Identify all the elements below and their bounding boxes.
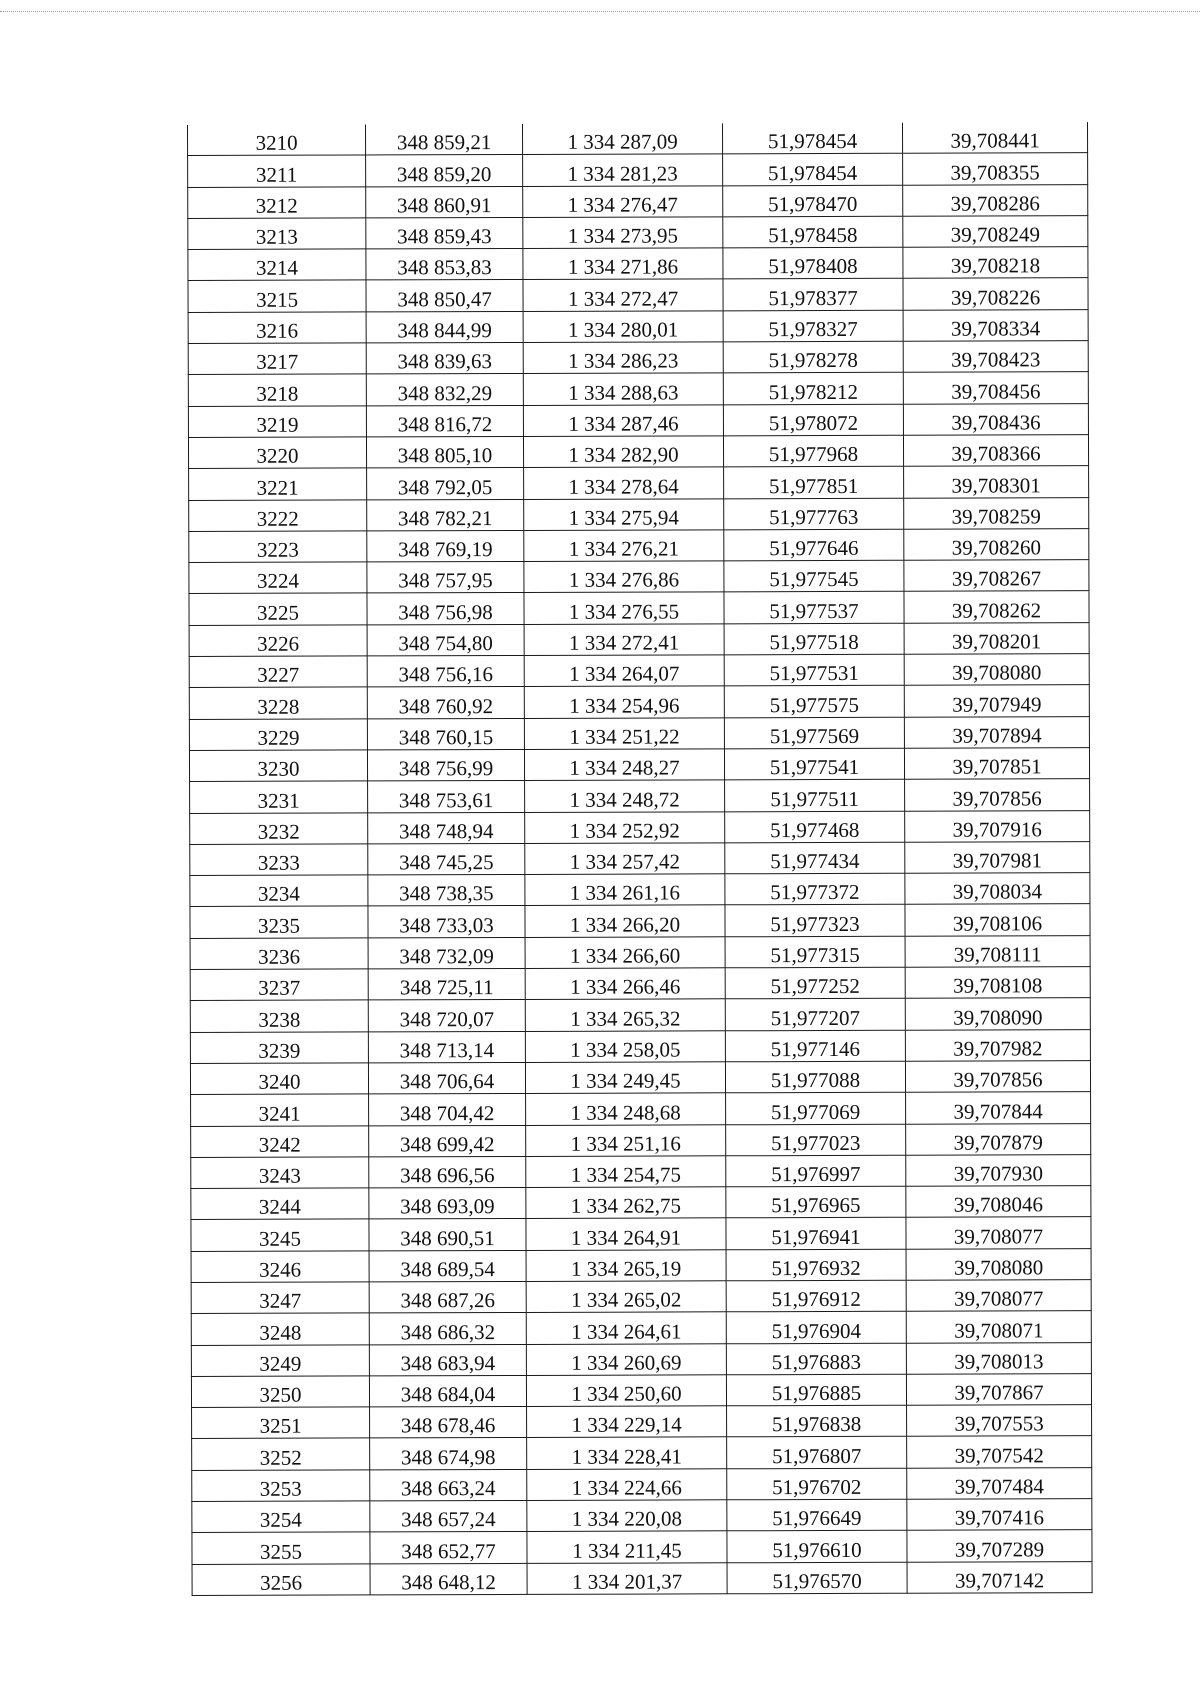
longitude-cell: 39,708423 xyxy=(903,341,1088,373)
x-coordinate-cell: 348 686,32 xyxy=(369,1313,526,1345)
point-number-cell: 3249 xyxy=(191,1345,369,1377)
longitude-cell: 39,708259 xyxy=(904,497,1089,529)
longitude-cell: 39,707856 xyxy=(905,779,1090,811)
y-coordinate-cell: 1 334 264,61 xyxy=(526,1312,726,1344)
point-number-cell: 3244 xyxy=(191,1188,369,1220)
table-row xyxy=(189,685,1089,719)
latitude-cell: 51,976610 xyxy=(727,1531,907,1563)
latitude-cell: 51,977207 xyxy=(725,999,905,1031)
point-number-cell: 3242 xyxy=(191,1125,369,1157)
point-number-cell: 3245 xyxy=(191,1219,369,1251)
longitude-cell: 39,708366 xyxy=(903,435,1088,467)
latitude-cell: 51,976702 xyxy=(727,1468,907,1500)
table-row xyxy=(191,1217,1091,1251)
x-coordinate-cell: 348 782,21 xyxy=(367,499,524,531)
longitude-cell: 39,708034 xyxy=(905,873,1090,905)
longitude-cell: 39,707844 xyxy=(906,1092,1091,1124)
table-row xyxy=(190,873,1090,907)
y-coordinate-cell: 1 334 248,68 xyxy=(526,1093,726,1125)
y-coordinate-cell: 1 334 258,05 xyxy=(525,1030,725,1062)
x-coordinate-cell: 348 725,11 xyxy=(368,968,525,1000)
table-row xyxy=(188,153,1088,187)
longitude-cell: 39,707542 xyxy=(907,1436,1092,1468)
x-coordinate-cell: 348 678,46 xyxy=(370,1407,527,1439)
longitude-cell: 39,708260 xyxy=(904,529,1089,561)
table-row xyxy=(191,1092,1091,1126)
x-coordinate-cell: 348 853,83 xyxy=(366,249,523,281)
x-coordinate-cell: 348 850,47 xyxy=(366,280,523,312)
latitude-cell: 51,977531 xyxy=(724,654,904,686)
x-coordinate-cell: 348 760,92 xyxy=(367,687,524,719)
x-coordinate-cell: 348 696,56 xyxy=(369,1156,526,1188)
table-row xyxy=(192,1467,1092,1501)
longitude-cell: 39,707879 xyxy=(906,1123,1091,1155)
latitude-cell: 51,977023 xyxy=(726,1124,906,1156)
longitude-cell: 39,707894 xyxy=(904,716,1089,748)
point-number-cell: 3243 xyxy=(191,1157,369,1189)
table-row xyxy=(191,1280,1091,1314)
y-coordinate-cell: 1 334 280,01 xyxy=(523,311,723,343)
x-coordinate-cell: 348 738,35 xyxy=(368,875,525,907)
point-number-cell: 3219 xyxy=(188,406,366,438)
y-coordinate-cell: 1 334 266,46 xyxy=(525,968,725,1000)
latitude-cell: 51,976997 xyxy=(726,1155,906,1187)
point-number-cell: 3256 xyxy=(192,1564,370,1596)
table-row xyxy=(190,967,1090,1001)
longitude-cell: 39,707916 xyxy=(905,810,1090,842)
latitude-cell: 51,976807 xyxy=(727,1437,907,1469)
latitude-cell: 51,977372 xyxy=(725,873,905,905)
point-number-cell: 3252 xyxy=(192,1438,370,1470)
latitude-cell: 51,978408 xyxy=(723,247,903,279)
x-coordinate-cell: 348 860,91 xyxy=(366,186,523,218)
y-coordinate-cell: 1 334 211,45 xyxy=(527,1531,727,1563)
longitude-cell: 39,708218 xyxy=(903,247,1088,279)
point-number-cell: 3223 xyxy=(189,531,367,563)
y-coordinate-cell: 1 334 276,21 xyxy=(524,530,724,562)
point-number-cell: 3248 xyxy=(191,1313,369,1345)
point-number-cell: 3227 xyxy=(189,656,367,688)
y-coordinate-cell: 1 334 265,19 xyxy=(526,1249,726,1281)
table-row xyxy=(188,372,1088,406)
latitude-cell: 51,978454 xyxy=(722,123,902,154)
y-coordinate-cell: 1 334 264,91 xyxy=(526,1218,726,1250)
table-row xyxy=(191,1374,1091,1408)
table-row xyxy=(188,435,1088,469)
y-coordinate-cell: 1 334 254,75 xyxy=(526,1156,726,1188)
table-row xyxy=(188,247,1088,281)
point-number-cell: 3216 xyxy=(188,312,366,344)
x-coordinate-cell: 348 832,29 xyxy=(366,374,523,406)
latitude-cell: 51,977763 xyxy=(724,498,904,530)
x-coordinate-cell: 348 733,03 xyxy=(368,906,525,938)
latitude-cell: 51,978454 xyxy=(723,154,903,186)
y-coordinate-cell: 1 334 262,75 xyxy=(526,1187,726,1219)
coordinate-table-body xyxy=(188,122,1093,1595)
table-row xyxy=(191,1311,1091,1345)
y-coordinate-cell: 1 334 249,45 xyxy=(525,1062,725,1094)
x-coordinate-cell: 348 674,98 xyxy=(370,1438,527,1470)
point-number-cell: 3232 xyxy=(190,812,368,844)
table-row xyxy=(191,1186,1091,1220)
x-coordinate-cell: 348 839,63 xyxy=(366,343,523,375)
latitude-cell: 51,976649 xyxy=(727,1499,907,1531)
table-row xyxy=(189,716,1089,750)
point-number-cell: 3218 xyxy=(188,374,366,406)
point-number-cell: 3240 xyxy=(190,1063,368,1095)
x-coordinate-cell: 348 689,54 xyxy=(369,1250,526,1282)
point-number-cell: 3217 xyxy=(188,343,366,375)
x-coordinate-cell: 348 745,25 xyxy=(368,843,525,875)
x-coordinate-cell: 348 706,64 xyxy=(368,1062,525,1094)
longitude-cell: 39,708441 xyxy=(902,122,1087,153)
longitude-cell: 39,707851 xyxy=(904,748,1089,780)
point-number-cell: 3221 xyxy=(189,468,367,500)
longitude-cell: 39,708286 xyxy=(903,184,1088,216)
longitude-cell: 39,708249 xyxy=(903,216,1088,248)
point-number-cell: 3234 xyxy=(190,875,368,907)
table-row xyxy=(191,1248,1091,1282)
longitude-cell: 39,708456 xyxy=(903,372,1088,404)
longitude-cell: 39,708355 xyxy=(903,153,1088,185)
point-number-cell: 3253 xyxy=(192,1470,370,1502)
table-row xyxy=(189,654,1089,688)
x-coordinate-cell: 348 713,14 xyxy=(368,1031,525,1063)
point-number-cell: 3254 xyxy=(192,1501,370,1533)
y-coordinate-cell: 1 334 287,09 xyxy=(522,123,722,154)
y-coordinate-cell: 1 334 265,32 xyxy=(525,999,725,1031)
longitude-cell: 39,707142 xyxy=(907,1561,1092,1593)
latitude-cell: 51,977537 xyxy=(724,592,904,624)
x-coordinate-cell: 348 859,21 xyxy=(365,124,522,155)
y-coordinate-cell: 1 334 252,92 xyxy=(525,811,725,843)
latitude-cell: 51,977851 xyxy=(724,467,904,499)
table-row xyxy=(188,184,1088,218)
coordinate-table-container xyxy=(187,122,1092,1596)
point-number-cell: 3230 xyxy=(189,750,367,782)
longitude-cell: 39,708111 xyxy=(905,935,1090,967)
latitude-cell: 51,977434 xyxy=(725,842,905,874)
table-row xyxy=(189,591,1089,625)
latitude-cell: 51,977575 xyxy=(724,686,904,718)
longitude-cell: 39,708301 xyxy=(904,466,1089,498)
longitude-cell: 39,708108 xyxy=(905,967,1090,999)
latitude-cell: 51,977468 xyxy=(725,811,905,843)
y-coordinate-cell: 1 334 276,86 xyxy=(524,561,724,593)
table-row xyxy=(189,529,1089,563)
longitude-cell: 39,707484 xyxy=(907,1467,1092,1499)
latitude-cell: 51,978458 xyxy=(723,216,903,248)
x-coordinate-cell: 348 704,42 xyxy=(369,1094,526,1126)
x-coordinate-cell: 348 690,51 xyxy=(369,1219,526,1251)
table-row xyxy=(189,560,1089,594)
latitude-cell: 51,977069 xyxy=(726,1092,906,1124)
point-number-cell: 3226 xyxy=(189,625,367,657)
table-row xyxy=(191,1342,1091,1376)
latitude-cell: 51,977541 xyxy=(724,748,904,780)
longitude-cell: 39,708262 xyxy=(904,591,1089,623)
latitude-cell: 51,978072 xyxy=(723,404,903,436)
point-number-cell: 3251 xyxy=(192,1407,370,1439)
x-coordinate-cell: 348 693,09 xyxy=(369,1188,526,1220)
y-coordinate-cell: 1 334 266,20 xyxy=(525,905,725,937)
longitude-cell: 39,708090 xyxy=(905,998,1090,1030)
latitude-cell: 51,976570 xyxy=(727,1562,907,1594)
table-row xyxy=(188,278,1088,312)
y-coordinate-cell: 1 334 257,42 xyxy=(525,843,725,875)
longitude-cell: 39,707553 xyxy=(907,1405,1092,1437)
x-coordinate-cell: 348 699,42 xyxy=(369,1125,526,1157)
latitude-cell: 51,977323 xyxy=(725,905,905,937)
longitude-cell: 39,707856 xyxy=(905,1061,1090,1093)
longitude-cell: 39,708080 xyxy=(906,1248,1091,1280)
y-coordinate-cell: 1 334 248,27 xyxy=(524,749,724,781)
y-coordinate-cell: 1 334 201,37 xyxy=(527,1562,727,1594)
y-coordinate-cell: 1 334 228,41 xyxy=(527,1437,727,1469)
latitude-cell: 51,976838 xyxy=(727,1405,907,1437)
y-coordinate-cell: 1 334 276,47 xyxy=(523,185,723,217)
longitude-cell: 39,707289 xyxy=(907,1530,1092,1562)
x-coordinate-cell: 348 720,07 xyxy=(368,1000,525,1032)
latitude-cell: 51,976965 xyxy=(726,1186,906,1218)
point-number-cell: 3237 xyxy=(190,969,368,1001)
longitude-cell: 39,708071 xyxy=(906,1311,1091,1343)
longitude-cell: 39,708080 xyxy=(904,654,1089,686)
point-number-cell: 3214 xyxy=(188,249,366,281)
table-row xyxy=(188,309,1088,343)
y-coordinate-cell: 1 334 251,22 xyxy=(524,717,724,749)
x-coordinate-cell: 348 748,94 xyxy=(368,812,525,844)
x-coordinate-cell: 348 657,24 xyxy=(370,1501,527,1533)
point-number-cell: 3215 xyxy=(188,280,366,312)
longitude-cell: 39,708013 xyxy=(906,1342,1091,1374)
table-row xyxy=(191,1123,1091,1157)
coordinate-table xyxy=(187,122,1093,1596)
latitude-cell: 51,976912 xyxy=(726,1280,906,1312)
table-row xyxy=(188,341,1088,375)
latitude-cell: 51,978377 xyxy=(723,279,903,311)
scan-edge-line xyxy=(0,11,1200,12)
latitude-cell: 51,978278 xyxy=(723,341,903,373)
x-coordinate-cell: 348 859,20 xyxy=(366,155,523,187)
latitude-cell: 51,976932 xyxy=(726,1249,906,1281)
point-number-cell: 3247 xyxy=(191,1282,369,1314)
point-number-cell: 3210 xyxy=(188,124,366,155)
point-number-cell: 3228 xyxy=(189,687,367,719)
x-coordinate-cell: 348 756,99 xyxy=(367,749,524,781)
y-coordinate-cell: 1 334 260,69 xyxy=(526,1343,726,1375)
latitude-cell: 51,977511 xyxy=(725,779,905,811)
latitude-cell: 51,977518 xyxy=(724,623,904,655)
point-number-cell: 3211 xyxy=(188,155,366,187)
y-coordinate-cell: 1 334 281,23 xyxy=(523,154,723,186)
longitude-cell: 39,708436 xyxy=(903,403,1088,435)
table-row xyxy=(190,779,1090,813)
latitude-cell: 51,978470 xyxy=(723,185,903,217)
longitude-cell: 39,708077 xyxy=(906,1280,1091,1312)
point-number-cell: 3220 xyxy=(188,437,366,469)
longitude-cell: 39,708334 xyxy=(903,309,1088,341)
table-row xyxy=(190,904,1090,938)
table-row xyxy=(191,1154,1091,1188)
longitude-cell: 39,707930 xyxy=(906,1154,1091,1186)
y-coordinate-cell: 1 334 282,90 xyxy=(523,436,723,468)
latitude-cell: 51,977146 xyxy=(725,1030,905,1062)
table-row xyxy=(192,1561,1092,1595)
point-number-cell: 3238 xyxy=(190,1000,368,1032)
y-coordinate-cell: 1 334 273,95 xyxy=(523,217,723,249)
latitude-cell: 51,978327 xyxy=(723,310,903,342)
latitude-cell: 51,977569 xyxy=(724,717,904,749)
y-coordinate-cell: 1 334 288,63 xyxy=(523,373,723,405)
longitude-cell: 39,707416 xyxy=(907,1499,1092,1531)
longitude-cell: 39,707867 xyxy=(906,1374,1091,1406)
point-number-cell: 3222 xyxy=(189,499,367,531)
table-row xyxy=(188,122,1088,156)
point-number-cell: 3239 xyxy=(190,1032,368,1064)
y-coordinate-cell: 1 334 271,86 xyxy=(523,248,723,280)
y-coordinate-cell: 1 334 286,23 xyxy=(523,342,723,374)
latitude-cell: 51,977088 xyxy=(725,1061,905,1093)
latitude-cell: 51,978212 xyxy=(723,373,903,405)
point-number-cell: 3250 xyxy=(191,1376,369,1408)
point-number-cell: 3236 xyxy=(190,938,368,970)
longitude-cell: 39,708201 xyxy=(904,622,1089,654)
table-row xyxy=(190,998,1090,1032)
x-coordinate-cell: 348 805,10 xyxy=(366,436,523,468)
y-coordinate-cell: 1 334 224,66 xyxy=(527,1469,727,1501)
point-number-cell: 3241 xyxy=(191,1094,369,1126)
table-row xyxy=(192,1499,1092,1533)
y-coordinate-cell: 1 334 251,16 xyxy=(526,1124,726,1156)
x-coordinate-cell: 348 769,19 xyxy=(367,530,524,562)
point-number-cell: 3255 xyxy=(192,1532,370,1564)
point-number-cell: 3213 xyxy=(188,218,366,250)
x-coordinate-cell: 348 816,72 xyxy=(366,405,523,437)
y-coordinate-cell: 1 334 229,14 xyxy=(527,1406,727,1438)
table-row xyxy=(188,403,1088,437)
x-coordinate-cell: 348 844,99 xyxy=(366,311,523,343)
latitude-cell: 51,977545 xyxy=(724,560,904,592)
table-row xyxy=(189,497,1089,531)
x-coordinate-cell: 348 792,05 xyxy=(367,468,524,500)
y-coordinate-cell: 1 334 287,46 xyxy=(523,404,723,436)
x-coordinate-cell: 348 859,43 xyxy=(366,217,523,249)
latitude-cell: 51,976885 xyxy=(726,1374,906,1406)
table-row xyxy=(189,622,1089,656)
x-coordinate-cell: 348 757,95 xyxy=(367,562,524,594)
point-number-cell: 3212 xyxy=(188,187,366,219)
x-coordinate-cell: 348 684,04 xyxy=(369,1375,526,1407)
longitude-cell: 39,708106 xyxy=(905,904,1090,936)
x-coordinate-cell: 348 756,16 xyxy=(367,655,524,687)
point-number-cell: 3233 xyxy=(190,844,368,876)
point-number-cell: 3225 xyxy=(189,593,367,625)
table-row xyxy=(190,935,1090,969)
table-row xyxy=(190,810,1090,844)
y-coordinate-cell: 1 334 254,96 xyxy=(524,686,724,718)
longitude-cell: 39,708077 xyxy=(906,1217,1091,1249)
x-coordinate-cell: 348 652,77 xyxy=(370,1532,527,1564)
y-coordinate-cell: 1 334 264,07 xyxy=(524,655,724,687)
y-coordinate-cell: 1 334 272,41 xyxy=(524,624,724,656)
x-coordinate-cell: 348 648,12 xyxy=(370,1563,527,1595)
latitude-cell: 51,977646 xyxy=(724,529,904,561)
table-row xyxy=(192,1436,1092,1470)
point-number-cell: 3231 xyxy=(190,781,368,813)
table-row xyxy=(192,1405,1092,1439)
y-coordinate-cell: 1 334 250,60 xyxy=(526,1375,726,1407)
table-row xyxy=(192,1530,1092,1564)
x-coordinate-cell: 348 760,15 xyxy=(367,718,524,750)
y-coordinate-cell: 1 334 275,94 xyxy=(524,498,724,530)
x-coordinate-cell: 348 663,24 xyxy=(370,1469,527,1501)
y-coordinate-cell: 1 334 278,64 xyxy=(524,467,724,499)
point-number-cell: 3246 xyxy=(191,1251,369,1283)
y-coordinate-cell: 1 334 276,55 xyxy=(524,592,724,624)
point-number-cell: 3229 xyxy=(189,719,367,751)
x-coordinate-cell: 348 683,94 xyxy=(369,1344,526,1376)
longitude-cell: 39,707949 xyxy=(904,685,1089,717)
latitude-cell: 51,976883 xyxy=(726,1343,906,1375)
latitude-cell: 51,977252 xyxy=(725,967,905,999)
longitude-cell: 39,708046 xyxy=(906,1186,1091,1218)
y-coordinate-cell: 1 334 272,47 xyxy=(523,279,723,311)
x-coordinate-cell: 348 687,26 xyxy=(369,1281,526,1313)
y-coordinate-cell: 1 334 265,02 xyxy=(526,1281,726,1313)
y-coordinate-cell: 1 334 248,72 xyxy=(525,780,725,812)
y-coordinate-cell: 1 334 261,16 xyxy=(525,874,725,906)
latitude-cell: 51,976941 xyxy=(726,1218,906,1250)
x-coordinate-cell: 348 754,80 xyxy=(367,624,524,656)
x-coordinate-cell: 348 756,98 xyxy=(367,593,524,625)
latitude-cell: 51,976904 xyxy=(726,1312,906,1344)
longitude-cell: 39,707981 xyxy=(905,841,1090,873)
table-row xyxy=(188,216,1088,250)
table-row xyxy=(190,841,1090,875)
latitude-cell: 51,977968 xyxy=(723,435,903,467)
table-row xyxy=(189,748,1089,782)
longitude-cell: 39,707982 xyxy=(905,1029,1090,1061)
latitude-cell: 51,977315 xyxy=(725,936,905,968)
point-number-cell: 3224 xyxy=(189,562,367,594)
longitude-cell: 39,708226 xyxy=(903,278,1088,310)
y-coordinate-cell: 1 334 220,08 xyxy=(527,1500,727,1532)
x-coordinate-cell: 348 753,61 xyxy=(368,781,525,813)
point-number-cell: 3235 xyxy=(190,906,368,938)
table-row xyxy=(189,466,1089,500)
table-row xyxy=(190,1029,1090,1063)
y-coordinate-cell: 1 334 266,60 xyxy=(525,937,725,969)
table-row xyxy=(190,1061,1090,1095)
x-coordinate-cell: 348 732,09 xyxy=(368,937,525,969)
longitude-cell: 39,708267 xyxy=(904,560,1089,592)
